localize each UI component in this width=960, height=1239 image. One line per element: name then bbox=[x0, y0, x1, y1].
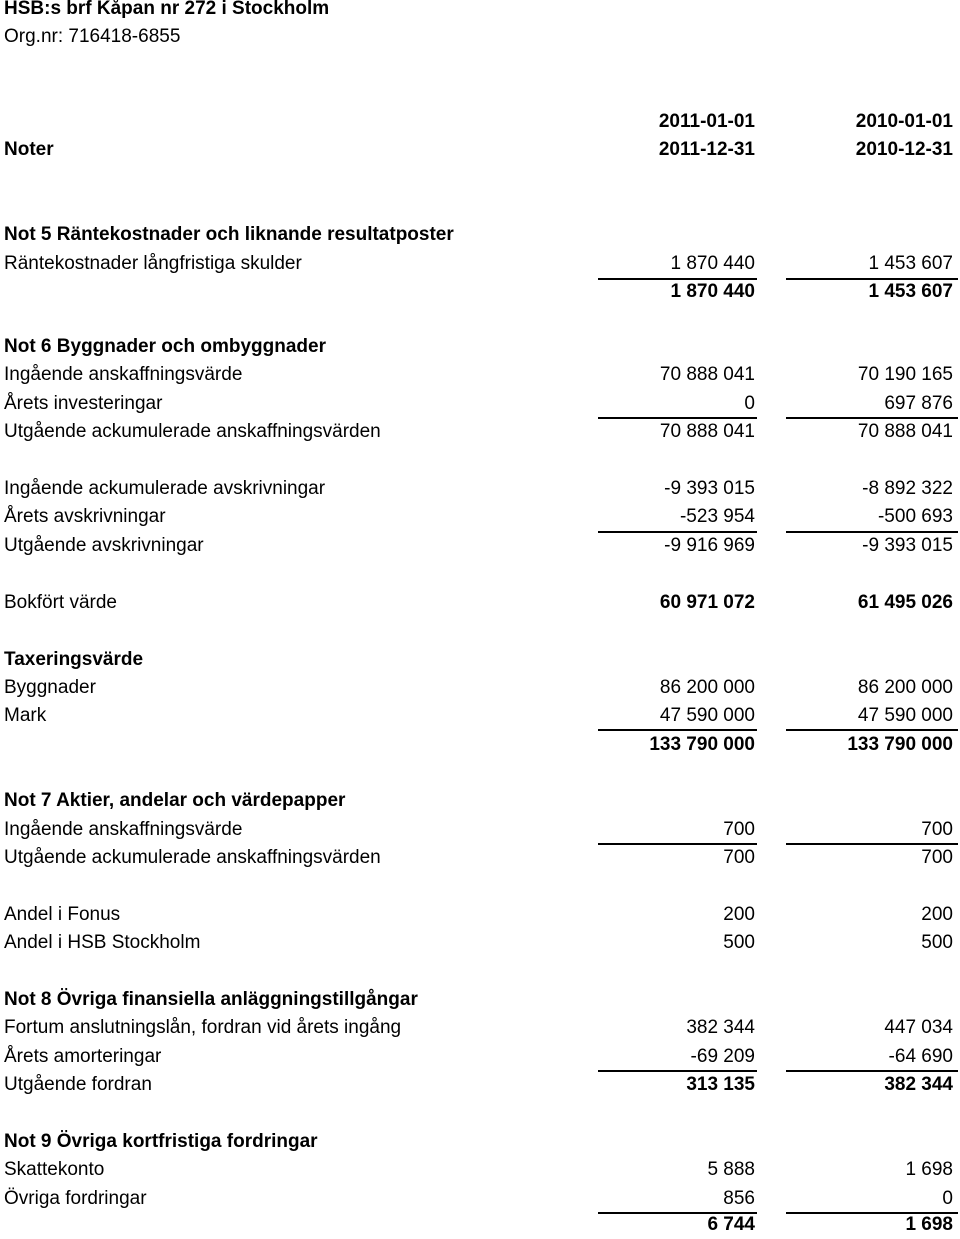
row-value-2011: 856 bbox=[723, 1188, 755, 1209]
row-value-2011: 1 870 440 bbox=[670, 253, 755, 274]
table-row-total bbox=[0, 731, 960, 759]
row-value-2010: 200 bbox=[921, 904, 953, 925]
table-row-total bbox=[0, 1211, 960, 1239]
row-label: Utgående ackumulerade anskaffningsvärden bbox=[4, 421, 381, 442]
row-value-2011: 86 200 000 bbox=[659, 677, 755, 698]
row-value-2010: 1 698 bbox=[905, 1159, 953, 1180]
row-value-2010: -8 892 322 bbox=[862, 478, 953, 499]
table-row bbox=[0, 475, 960, 503]
table-row bbox=[0, 1071, 960, 1099]
row-label: Andel i HSB Stockholm bbox=[4, 932, 201, 953]
table-row bbox=[0, 1043, 960, 1071]
row-value-2010: 70 190 165 bbox=[857, 364, 953, 385]
table-row bbox=[0, 929, 960, 957]
table-row bbox=[0, 1185, 960, 1213]
table-row bbox=[0, 250, 960, 278]
note7-heading: Not 7 Aktier, andelar och värdepapper bbox=[4, 790, 346, 811]
note7-heading-row bbox=[0, 787, 960, 815]
company-name: HSB:s brf Kåpan nr 272 i Stockholm bbox=[4, 0, 330, 19]
row-value-2010: 47 590 000 bbox=[857, 705, 953, 726]
row-label: Skattekonto bbox=[4, 1159, 105, 1180]
row-label: Ingående anskaffningsvärde bbox=[4, 364, 243, 385]
row-value-2010: 86 200 000 bbox=[857, 677, 953, 698]
table-row bbox=[0, 589, 960, 617]
note9-heading-row bbox=[0, 1128, 960, 1156]
note8-heading: Not 8 Övriga finansiella anläggningstillgångar bbox=[4, 989, 418, 1010]
row-label: Årets amorteringar bbox=[4, 1046, 162, 1067]
col1-from-date: 2011-01-01 bbox=[658, 111, 755, 132]
row-value-2010: -9 393 015 bbox=[862, 535, 953, 556]
tax-heading-row bbox=[0, 646, 960, 674]
row-label: Ingående anskaffningsvärde bbox=[4, 819, 243, 840]
row-value-2010: 447 034 bbox=[884, 1017, 953, 1038]
total-value-2010: 1 698 bbox=[905, 1214, 953, 1235]
row-value-2010: 700 bbox=[921, 819, 953, 840]
row-value-2011: -69 209 bbox=[690, 1046, 755, 1067]
total-value-2011: 6 744 bbox=[707, 1214, 755, 1235]
org-number: Org.nr: 716418-6855 bbox=[4, 26, 181, 47]
row-value-2010: 61 495 026 bbox=[857, 592, 953, 613]
total-value-2011: 133 790 000 bbox=[649, 734, 755, 755]
note6-heading: Not 6 Byggnader och ombyggnader bbox=[4, 336, 326, 357]
row-label: Övriga fordringar bbox=[4, 1188, 147, 1209]
table-row bbox=[0, 1156, 960, 1184]
org-number-line bbox=[0, 23, 960, 51]
note9-heading: Not 9 Övriga kortfristiga fordringar bbox=[4, 1131, 318, 1152]
col2-to-date: 2010-12-31 bbox=[855, 139, 953, 160]
table-row bbox=[0, 1014, 960, 1042]
row-value-2010: 1 453 607 bbox=[868, 253, 953, 274]
row-label: Fortum anslutningslån, fordran vid årets ingång bbox=[4, 1017, 402, 1038]
column-header-from bbox=[0, 108, 960, 136]
row-value-2010: 0 bbox=[942, 1188, 953, 1209]
row-value-2011: 5 888 bbox=[707, 1159, 755, 1180]
table-row bbox=[0, 418, 960, 446]
table-row bbox=[0, 702, 960, 730]
row-label: Räntekostnader långfristiga skulder bbox=[4, 253, 302, 274]
tax-heading: Taxeringsvärde bbox=[4, 649, 144, 670]
row-value-2010: -500 693 bbox=[877, 506, 953, 527]
row-value-2010: 700 bbox=[921, 847, 953, 868]
row-label: Årets investeringar bbox=[4, 393, 163, 414]
row-value-2010: 697 876 bbox=[884, 393, 953, 414]
row-value-2011: 313 135 bbox=[686, 1074, 755, 1095]
col1-to-date: 2011-12-31 bbox=[658, 139, 755, 160]
row-label: Utgående fordran bbox=[4, 1074, 152, 1095]
total-value-2011: 1 870 440 bbox=[670, 281, 755, 302]
row-label: Mark bbox=[4, 705, 47, 726]
table-row bbox=[0, 901, 960, 929]
row-label: Andel i Fonus bbox=[4, 904, 121, 925]
table-row bbox=[0, 390, 960, 418]
row-label: Årets avskrivningar bbox=[4, 506, 166, 527]
row-value-2011: 47 590 000 bbox=[659, 705, 755, 726]
row-value-2010: 382 344 bbox=[884, 1074, 953, 1095]
table-row bbox=[0, 844, 960, 872]
table-row bbox=[0, 674, 960, 702]
col2-from-date: 2010-01-01 bbox=[855, 111, 953, 132]
row-value-2010: -64 690 bbox=[888, 1046, 953, 1067]
table-row bbox=[0, 503, 960, 531]
row-value-2011: -9 393 015 bbox=[664, 478, 755, 499]
total-value-2010: 1 453 607 bbox=[868, 281, 953, 302]
company-header bbox=[0, 0, 960, 23]
row-value-2011: 200 bbox=[723, 904, 755, 925]
notes-title: Noter bbox=[4, 139, 54, 160]
row-label: Ingående ackumulerade avskrivningar bbox=[4, 478, 326, 499]
table-row-total bbox=[0, 278, 960, 306]
row-label: Utgående ackumulerade anskaffningsvärden bbox=[4, 847, 381, 868]
table-row bbox=[0, 361, 960, 389]
note8-heading-row bbox=[0, 986, 960, 1014]
row-value-2011: 60 971 072 bbox=[659, 592, 755, 613]
table-row bbox=[0, 816, 960, 844]
row-label: Utgående avskrivningar bbox=[4, 535, 204, 556]
table-row bbox=[0, 532, 960, 560]
row-value-2011: 700 bbox=[723, 847, 755, 868]
note5-heading-row bbox=[0, 221, 960, 249]
row-value-2011: -523 954 bbox=[679, 506, 755, 527]
row-value-2011: 0 bbox=[744, 393, 755, 414]
row-value-2011: 700 bbox=[723, 819, 755, 840]
row-value-2011: 382 344 bbox=[686, 1017, 755, 1038]
column-header-to bbox=[0, 136, 960, 164]
row-value-2011: 70 888 041 bbox=[659, 421, 755, 442]
row-label: Byggnader bbox=[4, 677, 96, 698]
row-value-2010: 70 888 041 bbox=[857, 421, 953, 442]
row-value-2011: 500 bbox=[723, 932, 755, 953]
row-label: Bokfört värde bbox=[4, 592, 117, 613]
note5-heading: Not 5 Räntekostnader och liknande resultatposter bbox=[4, 224, 454, 245]
total-value-2010: 133 790 000 bbox=[847, 734, 953, 755]
note6-heading-row bbox=[0, 333, 960, 361]
row-value-2010: 500 bbox=[921, 932, 953, 953]
row-value-2011: 70 888 041 bbox=[659, 364, 755, 385]
row-value-2011: -9 916 969 bbox=[664, 535, 755, 556]
